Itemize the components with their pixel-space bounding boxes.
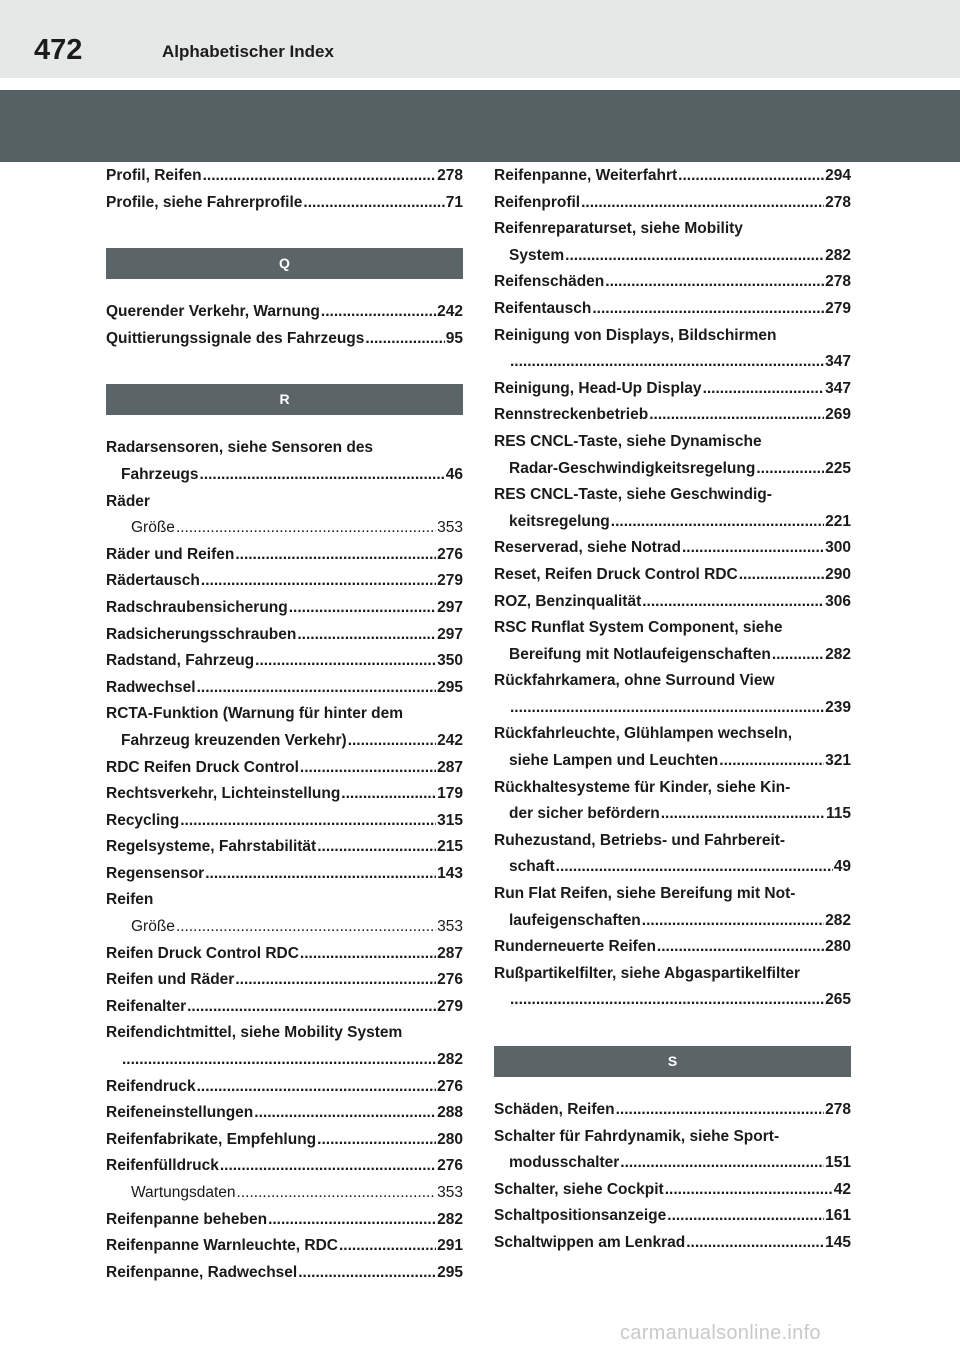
page-ref: 294 (825, 167, 851, 184)
index-entry-line (494, 509, 851, 536)
page-number: 472 (34, 34, 83, 66)
index-entry-line (494, 854, 851, 881)
leader-dots (300, 941, 436, 968)
index-entry-line (106, 914, 463, 941)
index-group (494, 934, 851, 961)
page-ref: 300 (825, 539, 851, 557)
entry-label: Radstand, Fahrzeug (106, 652, 255, 670)
index-entry-line (106, 675, 463, 702)
leader-dots (605, 269, 824, 296)
page-ref: 279 (437, 997, 463, 1015)
leader-dots (255, 648, 436, 675)
entry-label: Rädertausch (106, 572, 200, 590)
index-entry-line (494, 269, 851, 296)
leader-dots (682, 535, 824, 562)
section-letter-s: S (494, 1046, 851, 1077)
index-entry (494, 615, 851, 668)
page-ref: 71 (445, 193, 463, 211)
index-group (494, 269, 851, 322)
page-ref: 288 (437, 1104, 463, 1122)
index-entry-line (494, 748, 851, 775)
index-entry-line (106, 1047, 463, 1074)
page-ref: 279 (825, 299, 851, 317)
leader-dots (756, 456, 824, 483)
entry-label: Reifenalter (106, 997, 187, 1015)
leader-dots (620, 1150, 824, 1177)
entry-label: Radschraubensicherung (106, 598, 288, 616)
leader-dots (667, 1203, 824, 1230)
entry-label: schaft (509, 858, 555, 876)
entry-label: keitsregelung (509, 512, 610, 530)
entry-label: Reifenfabrikate, Empfehlung (106, 1130, 317, 1148)
index-entry-line (106, 542, 463, 569)
entry-label-line1: Rückfahrkamera, ohne Surround View (494, 672, 775, 690)
page-ref: 353 (437, 519, 463, 537)
index-entry-line (494, 801, 851, 828)
page-ref: 161 (825, 1207, 851, 1225)
index-entry (106, 701, 463, 754)
entry-label-line1: Radarsensoren, siehe Sensoren des (106, 439, 374, 457)
page-ref: 269 (825, 406, 851, 424)
running-title: Alphabetischer Index (162, 42, 334, 61)
page-ref: 278 (825, 1101, 851, 1118)
entry-label: Recycling (106, 811, 180, 829)
entry-label: Schaltwippen am Lenkrad (494, 1233, 686, 1251)
entry-label: Reifenpanne, Weiterfahrt (494, 167, 678, 184)
index-group (106, 1074, 463, 1180)
index-entry-line (494, 695, 851, 722)
index-entry-line (106, 781, 463, 808)
leader-dots (686, 1230, 824, 1257)
leader-dots (297, 622, 436, 649)
index-entry-line (106, 1100, 463, 1127)
entry-label: Reifenfülldruck (106, 1157, 219, 1175)
index-entry-line (106, 299, 463, 326)
index-entry-line (106, 462, 463, 489)
entry-label-line1: Rückhaltesysteme für Kinder, siehe Kin- (494, 778, 791, 796)
page-ref: 353 (437, 918, 463, 936)
leader-dots (719, 748, 824, 775)
index-entry-line (106, 622, 463, 649)
entry-label: Rechtsverkehr, Lichteinstellung (106, 785, 341, 803)
leader-dots (197, 675, 437, 702)
index-entry (106, 887, 463, 940)
page-ref: 353 (437, 1184, 463, 1201)
leader-dots (300, 755, 436, 782)
entry-label-line1: Rußpartikelfilter, siehe Abgaspartikelfilter (494, 964, 801, 982)
leader-dots (642, 589, 824, 616)
page-ref: 306 (825, 592, 851, 610)
index-group (106, 941, 463, 1021)
leader-dots (303, 190, 444, 217)
index-entry (494, 881, 851, 934)
entry-label-line1: Reinigung von Displays, Bildschirmen (494, 326, 777, 344)
page-ref: 42 (833, 1180, 851, 1198)
index-group (106, 542, 463, 702)
page-ref: 278 (437, 167, 463, 184)
entry-label: Größe (131, 519, 175, 537)
entry-label: Räder und Reifen (106, 545, 235, 563)
entry-label: laufeigenschaften (509, 911, 641, 929)
entry-label-line1: Run Flat Reifen, siehe Bereifung mit Not- (494, 885, 796, 903)
index-entry-line (106, 568, 463, 595)
entry-label-line1: Ruhezustand, Betriebs- und Fahrbereit- (494, 831, 786, 849)
index-entry (494, 216, 851, 269)
leader-dots (235, 542, 436, 569)
page-ref: 265 (825, 991, 851, 1009)
index-entry-line (494, 562, 851, 589)
page-ref: 321 (825, 752, 851, 770)
entry-label: Fahrzeugs (121, 465, 199, 483)
index-entry (494, 721, 851, 774)
index-entry-line (106, 595, 463, 622)
leader-dots (317, 834, 436, 861)
leader-dots (565, 243, 824, 270)
index-entry (494, 961, 851, 1014)
page-ref: 291 (437, 1237, 463, 1255)
leader-dots (235, 967, 436, 994)
page-ref: 179 (437, 785, 463, 803)
leader-dots (592, 296, 824, 323)
index-entry-line (106, 326, 463, 353)
entry-label: Querender Verkehr, Warnung (106, 303, 320, 321)
entry-label: Bereifung mit Notlaufeigenschaften (509, 645, 771, 663)
entry-label: Reifenpanne Warnleuchte, RDC (106, 1237, 338, 1255)
index-entry-line (494, 1150, 851, 1177)
leader-dots (611, 509, 824, 536)
leader-dots (203, 163, 437, 190)
entry-label: RDC Reifen Druck Control (106, 758, 299, 776)
leader-dots (321, 299, 436, 326)
entry-label: siehe Lampen und Leuchten (509, 752, 719, 770)
page-ref: 239 (825, 698, 851, 716)
index-entry (494, 828, 851, 881)
leader-dots (665, 1177, 833, 1204)
index-entry-line (106, 1074, 463, 1101)
index-entry (494, 668, 851, 721)
leader-dots (317, 1127, 436, 1154)
page-ref: 46 (445, 465, 463, 483)
entry-label: Regelsysteme, Fahrstabilität (106, 838, 317, 856)
entry-label: Wartungsdaten (131, 1184, 236, 1201)
index-entry-line (106, 1127, 463, 1154)
index-group (106, 1207, 463, 1287)
entry-label: Reifeneinstellungen (106, 1104, 254, 1122)
leader-dots (220, 1153, 436, 1180)
page-ref: 282 (825, 246, 851, 264)
index-entry-line (494, 1177, 851, 1204)
leader-dots (339, 1233, 436, 1260)
entry-label-line1: RES CNCL-Taste, siehe Geschwindig- (494, 486, 772, 504)
index-entry-line (106, 515, 463, 542)
index-group (106, 299, 463, 352)
index-entry-line (494, 642, 851, 669)
index-entry-line (106, 994, 463, 1021)
index-entry-line (494, 908, 851, 935)
page-ref: 221 (825, 512, 851, 530)
leader-dots (197, 1074, 437, 1101)
leader-dots (237, 1180, 437, 1207)
leader-dots (616, 1097, 825, 1124)
entry-label: Schaltpositionsanzeige (494, 1207, 667, 1225)
entry-label: Quittierungssignale des Fahrzeugs (106, 329, 365, 347)
index-entry-line (494, 934, 851, 961)
leader-dots (122, 1047, 436, 1074)
leader-dots (348, 728, 436, 755)
entry-label: ROZ, Benzinqualität (494, 592, 642, 610)
index-entry-line (494, 1230, 851, 1257)
entry-heading: Reifen (106, 891, 154, 909)
index-entry (106, 1020, 463, 1073)
index-entry (494, 775, 851, 828)
leader-dots (649, 402, 824, 429)
index-entry-line (106, 1180, 463, 1207)
right-column (494, 163, 851, 1257)
entry-label: Schäden, Reifen (494, 1101, 615, 1118)
page-ref: 115 (825, 805, 851, 823)
leader-dots (201, 568, 436, 595)
page-ref: 282 (825, 645, 851, 663)
index-entry-line (494, 349, 851, 376)
leader-dots (510, 349, 824, 376)
section-letter-r: R (106, 384, 463, 415)
entry-label: Profil, Reifen (106, 167, 202, 184)
entry-label: Rennstreckenbetrieb (494, 406, 649, 424)
index-entry-line (494, 987, 851, 1014)
index-group (494, 1177, 851, 1257)
index-entry-line (494, 1203, 851, 1230)
entry-label: System (509, 246, 565, 264)
page-ref: 280 (825, 938, 851, 956)
index-entry-line (106, 163, 463, 190)
index-entry-line (494, 296, 851, 323)
leader-dots (254, 1100, 436, 1127)
page-ref: 278 (825, 273, 851, 291)
index-entry-line (494, 535, 851, 562)
entry-label: Regensensor (106, 864, 205, 882)
header-band (0, 90, 960, 162)
leader-dots (268, 1207, 436, 1234)
entry-heading: Räder (106, 492, 150, 510)
page-ref: 242 (437, 731, 463, 749)
page-ref: 347 (825, 353, 851, 371)
leader-dots (510, 987, 824, 1014)
index-entry (106, 489, 463, 542)
index-entry-line (106, 834, 463, 861)
index-entry-line (494, 402, 851, 429)
leader-dots (187, 994, 436, 1021)
page-ref: 151 (825, 1154, 851, 1172)
leader-dots (642, 908, 824, 935)
page-ref: 297 (437, 625, 463, 643)
index-entry (494, 1124, 851, 1177)
index-group (494, 376, 851, 429)
page-ref: 279 (437, 572, 463, 590)
index-entry-line (106, 1233, 463, 1260)
entry-label: Runderneuerte Reifen (494, 938, 656, 956)
page-ref: 297 (437, 598, 463, 616)
page-ref: 225 (825, 459, 851, 477)
index-entry-line (494, 589, 851, 616)
entry-label: Radsicherungsschrauben (106, 625, 297, 643)
index-entry-line (106, 1260, 463, 1287)
leader-dots (581, 190, 824, 217)
page-ref: 276 (437, 971, 463, 989)
page-ref: 282 (437, 1051, 463, 1069)
leader-dots (205, 861, 436, 888)
leader-dots (298, 1260, 436, 1287)
leader-dots (703, 376, 825, 403)
watermark: carmanualsonline.info (620, 1322, 821, 1344)
entry-label-line1: Reifenreparaturset, siehe Mobility (494, 220, 743, 238)
index-group (494, 163, 851, 216)
index-group (494, 535, 851, 615)
entry-label: Reifenprofil (494, 193, 581, 211)
page-ref: 49 (833, 858, 851, 876)
index-group (106, 163, 463, 216)
page-ref: 315 (437, 811, 463, 829)
index-entry-line (106, 755, 463, 782)
entry-label: Reinigung, Head-Up Display (494, 379, 702, 397)
entry-label: Radar-Geschwindigkeitsregelung (509, 459, 756, 477)
page-ref: 143 (437, 864, 463, 882)
index-entry-line (106, 190, 463, 217)
page-ref: 280 (437, 1130, 463, 1148)
left-column (106, 163, 463, 1286)
entry-label: Reserverad, siehe Notrad (494, 539, 681, 557)
index-entry-line (106, 861, 463, 888)
entry-label: der sicher befördern (509, 805, 660, 823)
entry-label-line1: Reifendichtmittel, siehe Mobility System (106, 1024, 403, 1042)
index-entry (494, 429, 851, 482)
entry-label: Größe (131, 918, 175, 936)
index-entry-line (494, 376, 851, 403)
page-ref: 287 (437, 758, 463, 776)
leader-dots (176, 914, 436, 941)
page-ref: 282 (825, 911, 851, 929)
page-ref: 287 (437, 944, 463, 962)
entry-label: Fahrzeug kreuzenden Verkehr) (121, 731, 347, 749)
leader-dots (678, 163, 824, 190)
page-ref: 350 (437, 652, 463, 670)
leader-dots (510, 695, 824, 722)
entry-label: Radwechsel (106, 678, 196, 696)
index-entry (106, 1180, 463, 1207)
page-ref: 95 (445, 329, 463, 347)
page-ref: 295 (437, 678, 463, 696)
entry-label: Reifenschäden (494, 273, 605, 291)
index-entry-line (106, 1207, 463, 1234)
entry-label: Profile, siehe Fahrerprofile (106, 193, 303, 211)
entry-label: Reset, Reifen Druck Control RDC (494, 565, 738, 583)
top-strip (0, 0, 960, 78)
leader-dots (661, 801, 825, 828)
entry-label: Reifendruck (106, 1077, 196, 1095)
index-group (106, 755, 463, 888)
leader-dots (365, 326, 444, 353)
index-entry-line (106, 967, 463, 994)
leader-dots (200, 462, 445, 489)
page-ref: 276 (437, 545, 463, 563)
entry-label: Reifen und Räder (106, 971, 235, 989)
index-entry-line (494, 1097, 851, 1124)
page-ref: 242 (437, 303, 463, 321)
entry-label: Schalter, siehe Cockpit (494, 1180, 664, 1198)
page-ref: 276 (437, 1157, 463, 1175)
page-ref: 347 (825, 379, 851, 397)
leader-dots (657, 934, 824, 961)
index-entry-line (106, 808, 463, 835)
index-entry (106, 435, 463, 488)
page-ref: 215 (437, 838, 463, 856)
page-ref: 278 (825, 193, 851, 211)
index-entry-line (494, 163, 851, 190)
entry-label: Reifentausch (494, 299, 592, 317)
entry-label-line1: RCTA-Funktion (Warnung für hinter dem (106, 705, 404, 723)
entry-label-line1: Schalter für Fahrdynamik, siehe Sport- (494, 1127, 780, 1145)
index-entry-line (494, 456, 851, 483)
entry-label-line1: RSC Runflat System Component, siehe (494, 619, 783, 637)
entry-label: Reifen Druck Control RDC (106, 944, 299, 962)
leader-dots (772, 642, 824, 669)
entry-label: Reifenpanne beheben (106, 1210, 268, 1228)
leader-dots (176, 515, 436, 542)
index-entry-line (106, 728, 463, 755)
page-ref: 290 (825, 565, 851, 583)
index-entry-line (106, 941, 463, 968)
index-entry-line (106, 648, 463, 675)
page-ref: 145 (825, 1233, 851, 1251)
leader-dots (556, 854, 833, 881)
index-entry-line (106, 1153, 463, 1180)
leader-dots (289, 595, 436, 622)
leader-dots (180, 808, 436, 835)
entry-label-line1: Rückfahrleuchte, Glühlampen wechseln, (494, 725, 793, 743)
leader-dots (739, 562, 824, 589)
index-entry-line (494, 190, 851, 217)
entry-label: Reifenpanne, Radwechsel (106, 1263, 298, 1281)
page-ref: 295 (437, 1263, 463, 1281)
leader-dots (341, 781, 436, 808)
entry-label: modusschalter (509, 1154, 620, 1172)
index-entry (494, 482, 851, 535)
section-letter-q: Q (106, 248, 463, 279)
index-entry-line (494, 243, 851, 270)
index-entry (494, 323, 851, 376)
index-group (494, 1097, 851, 1124)
entry-label-line1: RES CNCL-Taste, siehe Dynamische (494, 432, 762, 450)
page-ref: 276 (437, 1077, 463, 1095)
page-ref: 282 (437, 1210, 463, 1228)
